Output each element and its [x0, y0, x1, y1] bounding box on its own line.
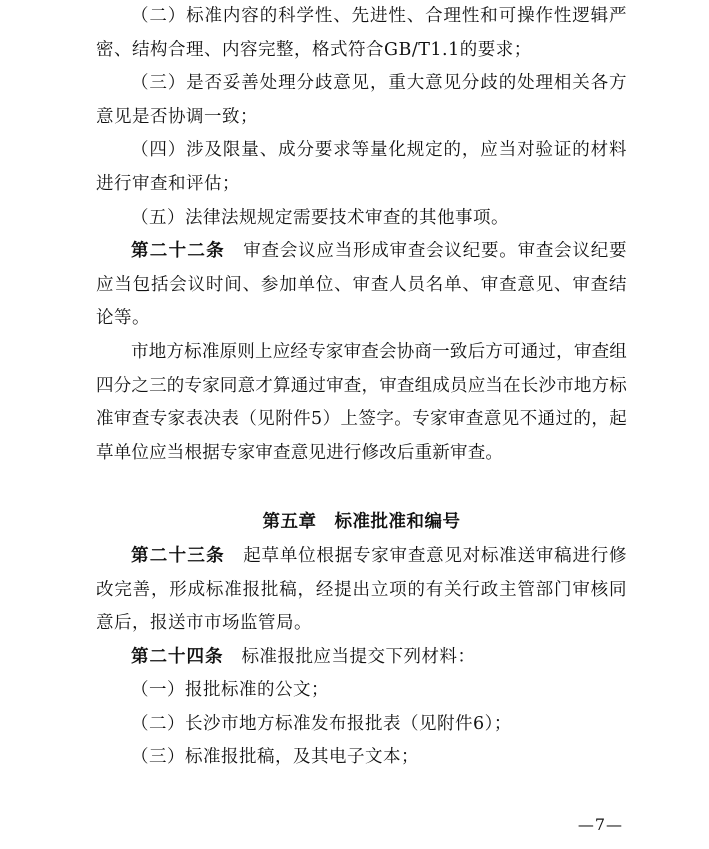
article-24-paragraph [96, 641, 627, 675]
experts-paragraph: 市地方标准原则上应经专家审查会协商一致后方可通过，审查组四分之三的专家同意才算通过审查，审查组成员应当在长沙市地方标准审查专家表决表（见附件5）上签字。专家审查意见不通过的，起草单位应当根据专家审查意见进行修改后重新审查。 [96, 341, 627, 463]
article-24-text: 标准报批应当提交下列材料： [241, 646, 476, 667]
document-page [96, 0, 627, 775]
article-22-label: 第二十二条 [131, 241, 225, 262]
article-23-text: 起草单位根据专家审查意见对标准送审稿进行修改完善，形成标准报批稿，经提出立项的有关行政主管部门审核同意后，报送市市场监管局。 [96, 545, 628, 634]
chapter-gap [96, 470, 627, 506]
article-23-paragraph [96, 540, 627, 641]
article-22-paragraph [96, 235, 627, 336]
article-23-label: 第二十三条 [131, 545, 225, 566]
material-item-3: （三）标准报批稿，及其电子文本； [131, 747, 419, 768]
paragraph-item-3: （三）是否妥善处理分歧意见，重大意见分歧的处理相关各方意见是否协调一致； [96, 73, 627, 127]
material-item-1: （一）报批标准的公文； [131, 680, 329, 701]
material-item-2: （二）长沙市地方标准发布报批表（见附件6）； [131, 713, 512, 734]
paragraph-item-4: （四）涉及限量、成分要求等量化规定的，应当对验证的材料进行审查和评估； [96, 140, 627, 194]
paragraph-item-2: （二）标准内容的科学性、先进性、合理性和可操作性逻辑严密、结构合理、内容完整，格式符合GB/T1.1的要求； [96, 6, 627, 60]
article-22-text: 审查会议应当形成审查会议纪要。审查会议纪要应当包括会议时间、参加单位、审查人员名单、审查意见、审查结论等。 [96, 241, 628, 329]
page-number: —7— [577, 815, 623, 834]
paragraph-item-5: （五）法律法规规定需要技术审查的其他事项。 [131, 207, 509, 228]
chapter-title: 第五章 标准批准和编号 [262, 512, 461, 533]
article-24-label: 第二十四条 [131, 646, 224, 667]
